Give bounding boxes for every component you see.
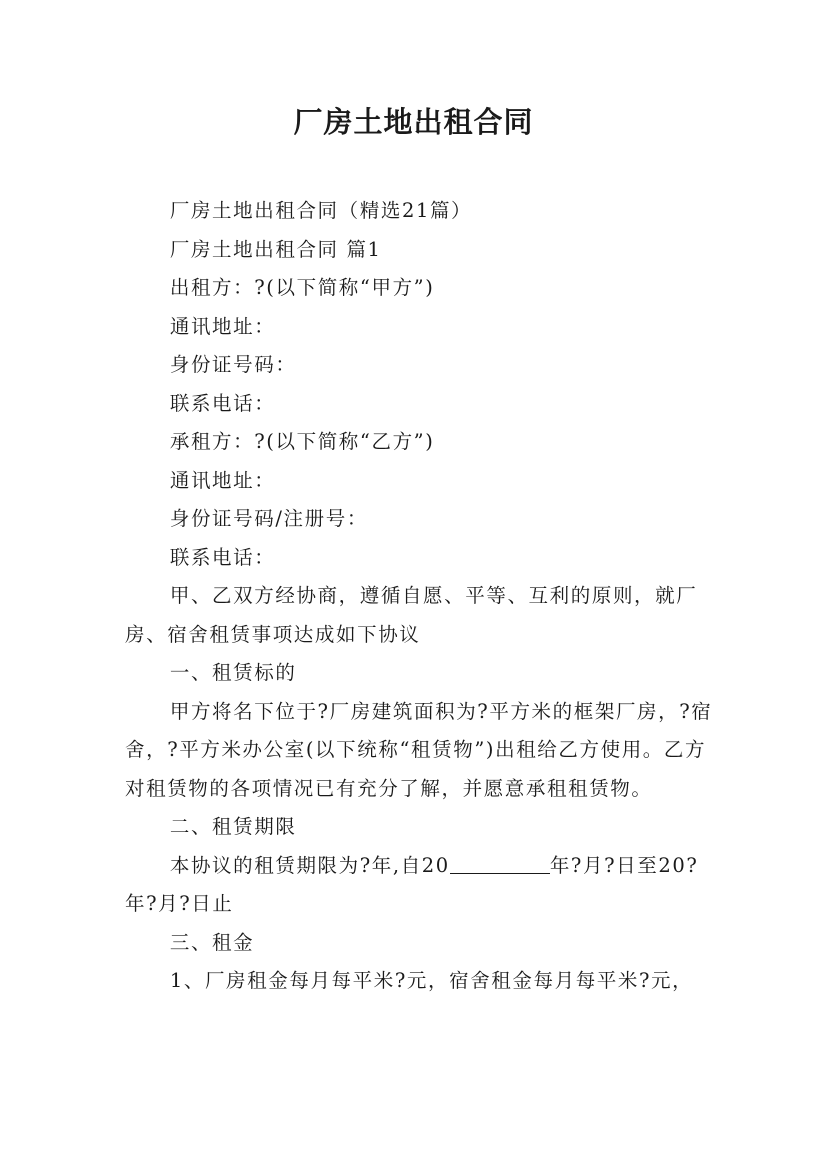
paragraph-subject-detail: 甲方将名下位于?厂房建筑面积为?平方米的框架厂房，?宿舍，?平方米办公室(以下统称“租赁物”)出租给乙方使用。乙方对租赁物的各项情况已有充分了解，并愿意承租租赁物。	[125, 699, 713, 800]
paragraph-lessee-id: 身份证号码/注册号：	[169, 507, 368, 530]
document-body	[125, 192, 717, 1001]
paragraph-term-detail	[125, 847, 717, 924]
fill-in-blank	[450, 853, 550, 874]
paragraph-heading-term: 二、租赁期限	[169, 815, 297, 838]
paragraph-agreement-intro: 甲、乙双方经协商，遵循自愿、平等、互利的原则，就厂房、宿舍租赁事项达成如下协议	[125, 584, 698, 646]
paragraph-rent-detail: 1、厂房租金每月每平米?元，宿舍租金每月每平米?元，	[169, 969, 694, 992]
paragraph-lessor-address: 通讯地址：	[169, 314, 276, 338]
paragraph-lessee-address: 通讯地址：	[169, 468, 276, 492]
term-text-after: 年?月?日至20?年?月?日止	[125, 853, 699, 915]
paragraph-subtitle: 厂房土地出租合同（精选21篇）	[169, 199, 473, 222]
paragraph-heading-rent: 三、租金	[169, 930, 255, 954]
paragraph-lessee-phone: 联系电话：	[169, 545, 276, 569]
paragraph-lessor-id: 身份证号码：	[169, 353, 297, 376]
paragraph-heading-subject: 一、租赁标的	[169, 661, 297, 684]
document-title: 厂房土地出租合同	[293, 105, 534, 139]
paragraph-lessor: 出租方：?(以下简称“甲方”)	[169, 276, 435, 299]
paragraph-lessor-phone: 联系电话：	[169, 391, 276, 415]
paragraph-section-heading: 厂房土地出租合同 篇1	[169, 237, 382, 261]
term-text-before: 本协议的租赁期限为?年,自20	[169, 853, 450, 877]
paragraph-lessee: 承租方：?(以下简称“乙方”)	[169, 430, 435, 453]
